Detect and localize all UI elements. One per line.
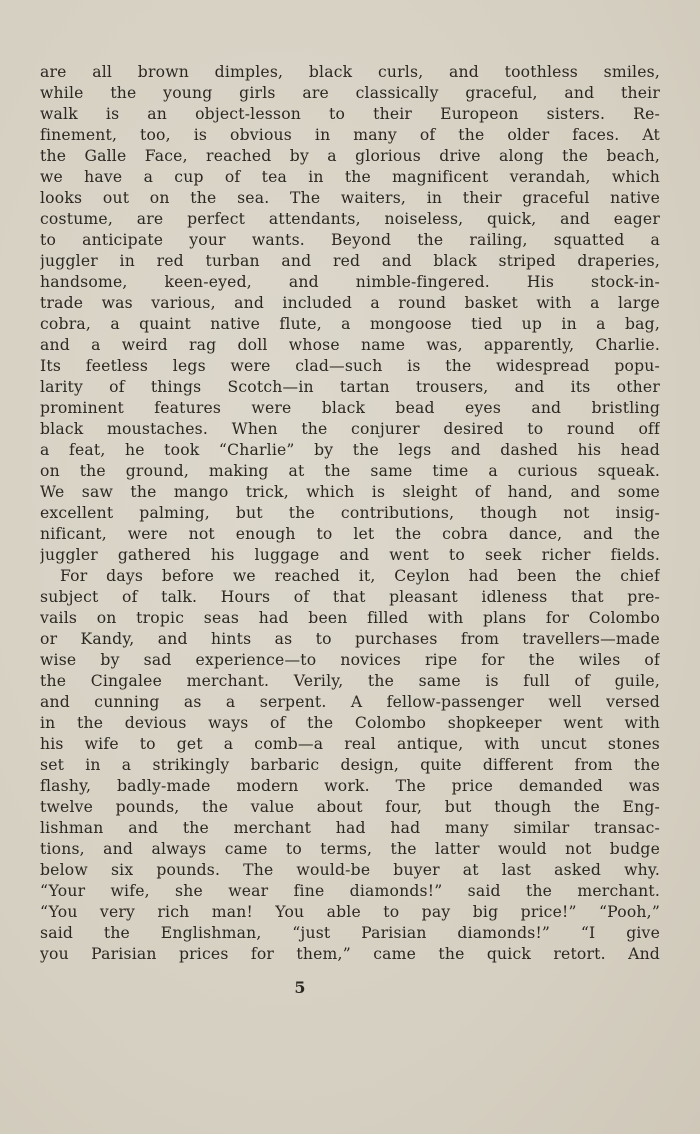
text-line: We saw the mango trick, which is sleight of hand, and some	[40, 483, 660, 501]
text-line: to anticipate your wants. Beyond the railing, squatted a	[40, 231, 660, 249]
text-line: excellent palming, but the contributions, though not insig-	[40, 504, 660, 522]
text-line: “Your wife, she wear fine diamonds!” said the merchant.	[40, 882, 660, 900]
text-line: prominent features were black bead eyes and bristling	[40, 399, 660, 417]
text-line: twelve pounds, the value about four, but though the Eng-	[40, 798, 660, 816]
text-line: For days before we reached it, Ceylon had been the chief	[60, 567, 660, 585]
text-line: you Parisian prices for them,” came the quick retort. And	[40, 945, 660, 963]
text-line: handsome, keen-eyed, and nimble-fingered. His stock-in-	[40, 273, 660, 291]
text-line: a feat, he took “Charlie” by the legs and dashed his head	[40, 441, 660, 459]
text-line: flashy, badly-made modern work. The price demanded was	[40, 777, 660, 795]
text-line: looks out on the sea. The waiters, in their graceful native	[40, 189, 660, 207]
text-line: in the devious ways of the Colombo shopkeeper went with	[40, 714, 660, 732]
text-line: costume, are perfect attendants, noiseless, quick, and eager	[40, 210, 660, 228]
text-line: juggler gathered his luggage and went to seek richer fields.	[40, 546, 660, 564]
text-line: subject of talk. Hours of that pleasant idleness that pre-	[40, 588, 660, 606]
text-line: set in a strikingly barbaric design, quite different from the	[40, 756, 660, 774]
text-line: wise by sad experience—to novices ripe for the wiles of	[40, 651, 660, 669]
text-line: cobra, a quaint native flute, a mongoose tied up in a bag,	[40, 315, 660, 333]
page-number: 5	[294, 978, 306, 997]
text-line: are all brown dimples, black curls, and toothless smiles,	[40, 63, 660, 81]
text-line: walk is an object-lesson to their Europeon sisters. Re-	[40, 105, 660, 123]
text-line: lishman and the merchant had had many similar transac-	[40, 819, 660, 837]
text-line: nificant, were not enough to let the cobra dance, and the	[40, 525, 660, 543]
text-line: finement, too, is obvious in many of the older faces. At	[40, 126, 660, 144]
text-line: “You very rich man! You able to pay big price!” “Pooh,”	[40, 903, 660, 921]
text-line: larity of things Scotch—in tartan trousers, and its other	[40, 378, 660, 396]
text-line: while the young girls are classically graceful, and their	[40, 84, 660, 102]
text-line: his wife to get a comb—a real antique, with uncut stones	[40, 735, 660, 753]
text-line: juggler in red turban and red and black striped draperies,	[40, 252, 660, 270]
text-line: Its feetless legs were clad—such is the widespread popu-	[40, 357, 660, 375]
text-line: or Kandy, and hints as to purchases from travellers—made	[40, 630, 660, 648]
text-line: said the Englishman, “just Parisian diamonds!” “I give	[40, 924, 660, 942]
text-line: the Galle Face, reached by a glorious drive along the beach,	[40, 147, 660, 165]
text-line: black moustaches. When the conjurer desired to round off	[40, 420, 660, 438]
text-line: and a weird rag doll whose name was, apparently, Charlie.	[40, 336, 660, 354]
text-line: the Cingalee merchant. Verily, the same is full of guile,	[40, 672, 660, 690]
text-line: and cunning as a serpent. A fellow-passenger well versed	[40, 693, 660, 711]
text-line: on the ground, making at the same time a curious squeak.	[40, 462, 660, 480]
body-text	[40, 62, 660, 965]
text-line: we have a cup of tea in the magnificent verandah, which	[40, 168, 660, 186]
text-line: trade was various, and included a round basket with a large	[40, 294, 660, 312]
text-line: below six pounds. The would-be buyer at last asked why.	[40, 861, 660, 879]
text-line: vails on tropic seas had been filled with plans for Colombo	[40, 609, 660, 627]
text-line: tions, and always came to terms, the latter would not budge	[40, 840, 660, 858]
